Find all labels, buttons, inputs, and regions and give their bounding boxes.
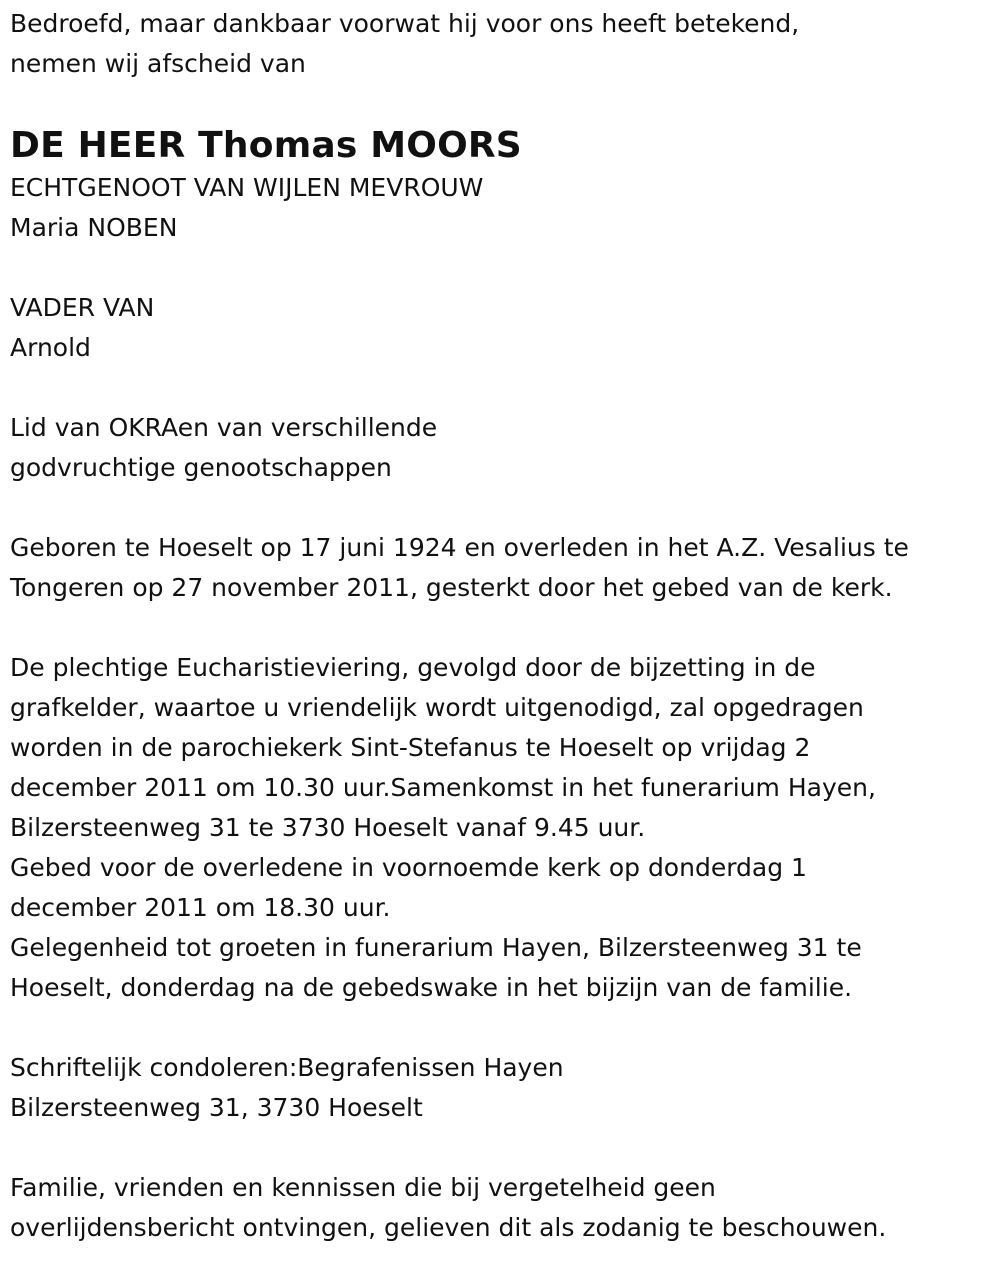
ceremony-line-8: Gelegenheid tot groeten in funerarium Hayen, Bilzersteenweg 31 te — [10, 933, 862, 962]
intro-line-2: nemen wij afscheid van — [10, 49, 306, 78]
spouse-name: Maria NOBEN — [10, 213, 178, 242]
spouse-title: ECHTGENOOT VAN WIJLEN MEVROUW — [10, 173, 484, 202]
spacer — [10, 608, 1000, 648]
spacer — [10, 488, 1000, 528]
intro-line-1: Bedroefd, maar dankbaar voorwat hij voor ons heeft betekend, — [10, 9, 800, 38]
membership-line-1: Lid van OKRAen van verschillende — [10, 413, 438, 442]
notice-line-2: overlijdensbericht ontvingen, gelieven dit als zodanig te beschouwen. — [10, 1213, 887, 1242]
ceremony-line-4: december 2011 om 10.30 uur.Samenkomst in het funerarium Hayen, — [10, 773, 876, 802]
condolences-line-1: Schriftelijk condoleren:Begrafenissen Hayen — [10, 1053, 564, 1082]
condolences-line-2: Bilzersteenweg 31, 3730 Hoeselt — [10, 1093, 423, 1122]
birth-death-line-2: Tongeren op 27 november 2011, gesterkt door het gebed van de kerk. — [10, 573, 893, 602]
spacer — [10, 248, 1000, 288]
deceased-name: DE HEER Thomas MOORS — [10, 125, 522, 166]
ceremony-line-1: De plechtige Eucharistieviering, gevolgd door de bijzetting in de — [10, 653, 816, 682]
spacer — [10, 1128, 1000, 1168]
membership-line-2: godvruchtige genootschappen — [10, 453, 392, 482]
ceremony-line-3: worden in de parochiekerk Sint-Stefanus te Hoeselt op vrijdag 2 — [10, 733, 811, 762]
ceremony-line-5: Bilzersteenweg 31 te 3730 Hoeselt vanaf 9.45 uur. — [10, 813, 646, 842]
ceremony-line-6: Gebed voor de overledene in voornoemde kerk op donderdag 1 — [10, 853, 807, 882]
child-name: Arnold — [10, 333, 91, 362]
birth-death-line-1: Geboren te Hoeselt op 17 juni 1924 en overleden in het A.Z. Vesalius te — [10, 533, 909, 562]
ceremony-line-2: grafkelder, waartoe u vriendelijk wordt uitgenodigd, zal opgedragen — [10, 693, 864, 722]
ceremony-line-7: december 2011 om 18.30 uur. — [10, 893, 391, 922]
spacer — [10, 368, 1000, 408]
ceremony-line-9: Hoeselt, donderdag na de gebedswake in het bijzijn van de familie. — [10, 973, 853, 1002]
father-title: VADER VAN — [10, 293, 155, 322]
notice-line-1: Familie, vrienden en kennissen die bij vergetelheid geen — [10, 1173, 716, 1202]
spacer — [10, 1008, 1000, 1048]
